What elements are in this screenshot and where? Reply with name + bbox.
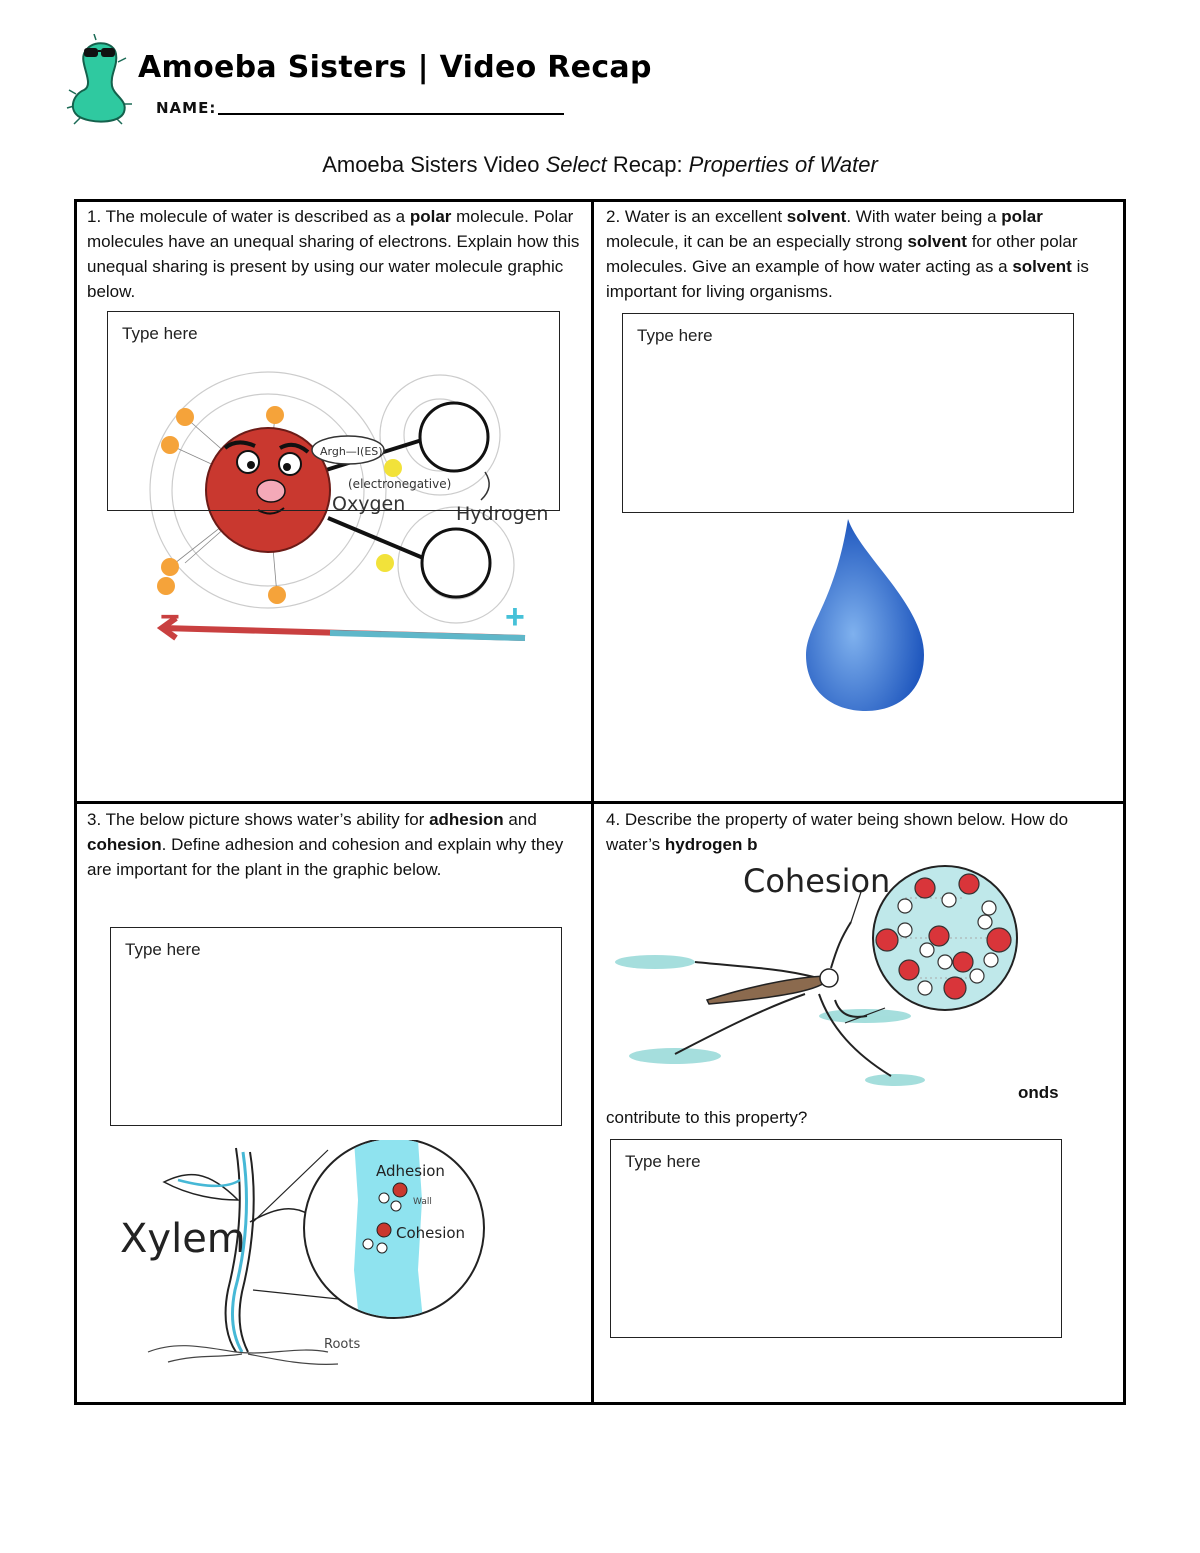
answer-box-4[interactable]: Type here bbox=[610, 1139, 1062, 1338]
water-strider-cohesion-graphic bbox=[605, 858, 1025, 1098]
question-1-text: 1. The molecule of water is described as a polar molecule. Polar molecules have an unequal sharing of electrons. Explain how this unequal sharing is present by using our water molecule graphic below. bbox=[87, 207, 580, 301]
amoeba-mascot-logo bbox=[66, 34, 138, 126]
cohesion-label-strider: Cohesion bbox=[743, 862, 891, 900]
hydrogen-label: Hydrogen bbox=[456, 503, 549, 525]
name-label: NAME: bbox=[156, 99, 217, 117]
question-4-text: 4. Describe the property of water being shown below. How do water’s hydrogen b bbox=[606, 810, 1069, 854]
water-drop-graphic bbox=[800, 515, 930, 715]
speech-bubble-label: Argh—I(ES) bbox=[320, 445, 383, 458]
answer-box-1[interactable]: Type here bbox=[107, 311, 560, 511]
question-3-text: 3. The below picture shows water’s ability for adhesion and cohesion. Define adhesion and cohesion and explain why they are important for the plant in the graphic below. bbox=[87, 810, 564, 879]
negative-sign: − bbox=[160, 598, 180, 636]
grid-divider-horizontal bbox=[74, 801, 1126, 804]
question-4-text-end: contribute to this property? bbox=[606, 1108, 808, 1127]
xylem-plant-graphic bbox=[118, 1140, 498, 1370]
cohesion-label-plant: Cohesion bbox=[396, 1224, 466, 1242]
brand-title: Amoeba Sisters | Video Recap bbox=[138, 50, 652, 85]
answer-box-3[interactable]: Type here bbox=[110, 927, 562, 1126]
answer-box-2[interactable]: Type here bbox=[622, 313, 1074, 513]
xylem-label: Xylem bbox=[120, 1216, 246, 1262]
question-2-text: 2. Water is an excellent solvent. With water being a polar molecule, it can be an especially strong solvent for other polar molecules. Give an example of how water acting as a solvent is important for living organisms. bbox=[606, 207, 1089, 301]
roots-label: Roots bbox=[324, 1337, 361, 1352]
wall-label: Wall bbox=[413, 1197, 432, 1207]
electronegative-label: (electronegative) bbox=[348, 477, 452, 491]
positive-sign: + bbox=[505, 598, 525, 636]
page-title: Amoeba Sisters Video Select Recap: Properties of Water bbox=[322, 152, 878, 177]
oxygen-label: Oxygen bbox=[332, 493, 406, 515]
adhesion-label: Adhesion bbox=[376, 1162, 445, 1180]
question-4-text-continued: onds bbox=[1018, 1083, 1059, 1102]
name-field-line[interactable] bbox=[218, 113, 564, 115]
